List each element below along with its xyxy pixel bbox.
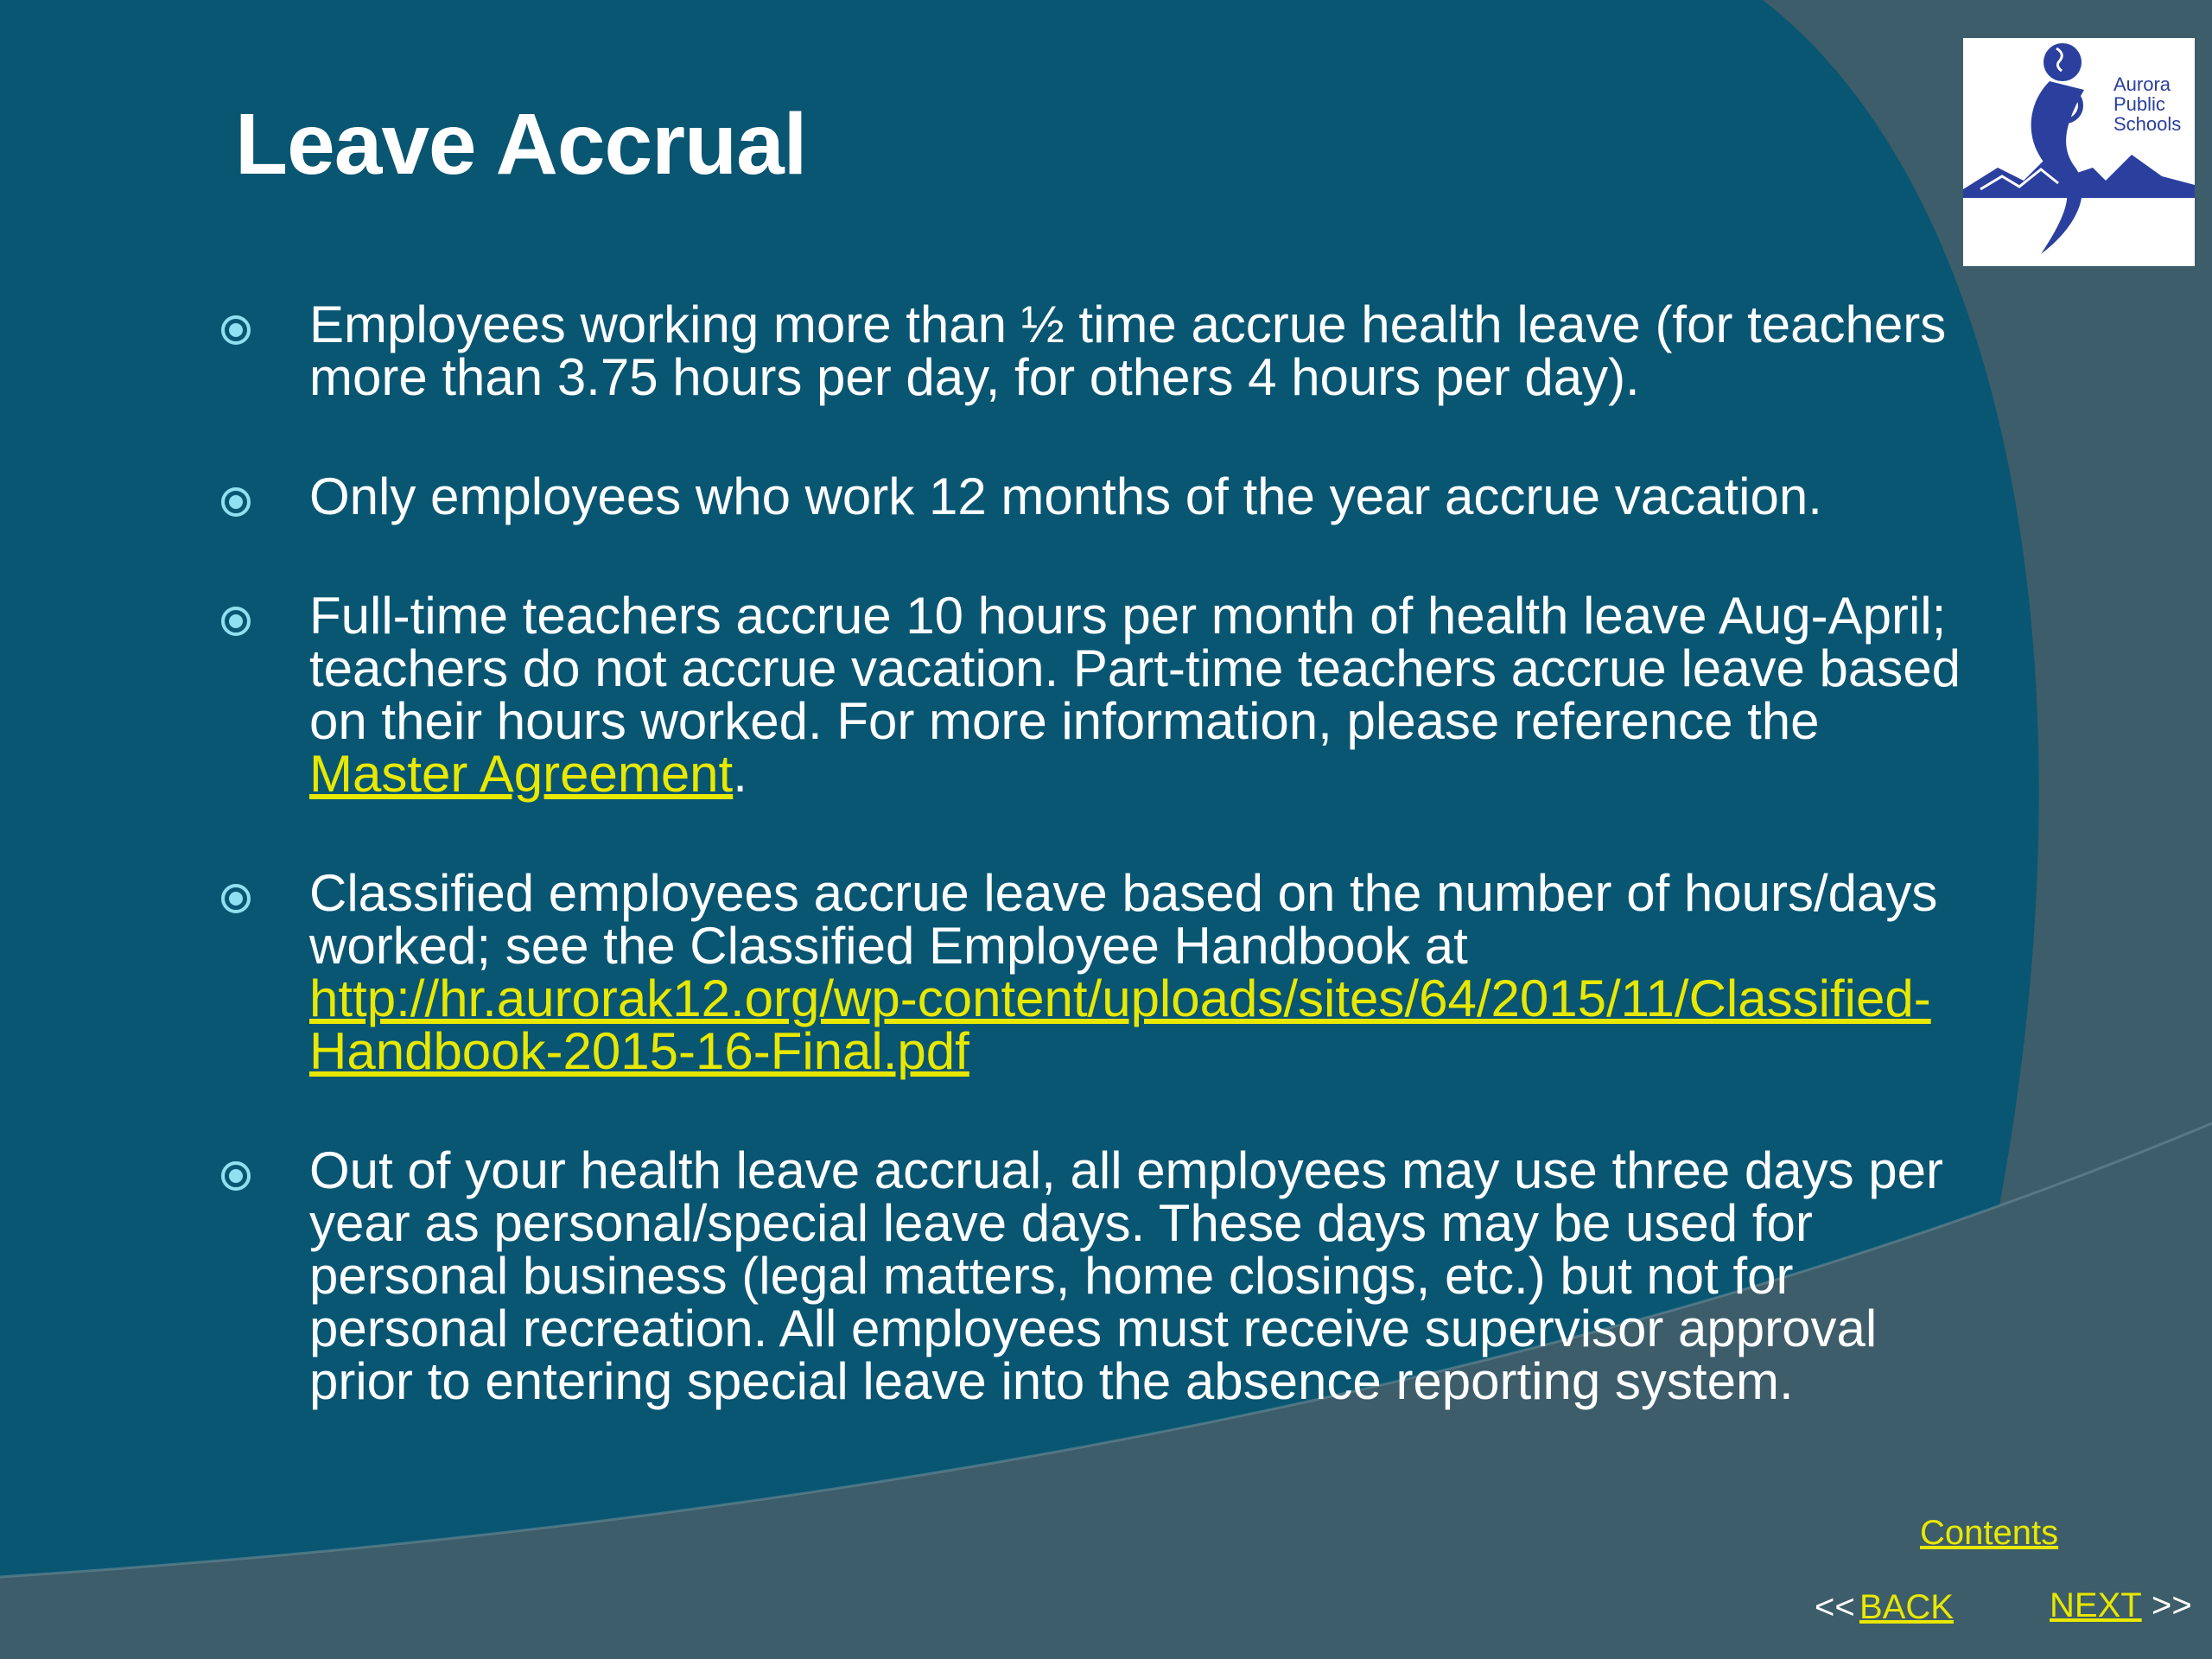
logo-line-1: Aurora [2113,73,2171,95]
bullet-text: Only employees who work 12 months of the year accrue vacation. [309,467,1822,525]
next-link[interactable]: NEXT [2050,1586,2142,1624]
bullet-item [216,1141,1987,1410]
slide-title: Leave Accrual [235,96,807,193]
logo-line-3: Schools [2113,113,2182,135]
circle-dot-icon [219,486,252,518]
aurora-schools-logo-icon [1963,38,2195,266]
master-agreement-link[interactable]: Master Agreement [309,745,734,803]
logo-wordmark [2113,74,2181,134]
aurora-schools-logo [1963,38,2195,266]
circle-dot-icon [219,1160,252,1192]
next-suffix: >> [2152,1586,2192,1624]
circle-dot-icon [219,314,252,346]
logo-line-2: Public [2113,93,2165,115]
bullet-text: Out of your health leave accrual, all employees may use three days per year as personal/special leave days. These days may be used for personal business (legal matters, home closings, etc.) but not for personal recreation. All employees must receive supervisor approval prior to entering special leave into the absence reporting system. [309,1141,1943,1410]
circle-dot-icon [219,882,252,915]
back-prefix: << [1815,1588,1855,1626]
circle-dot-icon [219,605,252,638]
bullet-item [216,587,1987,803]
bullet-item [216,298,1987,404]
bullet-list [216,298,1987,1474]
bullet-text-end: . [733,745,747,803]
bullet-text: Full-time teachers accrue 10 hours per month of health leave Aug-April; teachers do not accrue vacation. Part-time teachers accrue leave based on their hours worked. For more information, please reference the [309,587,1961,750]
bullet-text: Employees working more than ½ time accrue health leave (for teachers more than 3.75 hours per day, for others 4 hours per day). [309,296,1947,406]
bullet-item [216,864,1987,1080]
bullet-item [216,467,1987,525]
classified-handbook-link[interactable]: http://hr.aurorak12.org/wp-content/uploads/sites/64/2015/11/Classified-Handbook-2015-16-Final.pdf [309,969,1931,1080]
contents-link[interactable]: Contents [1920,1514,2059,1552]
back-link[interactable]: BACK [1859,1588,1954,1626]
bullet-text: Classified employees accrue leave based on the number of hours/days worked; see the Classified Employee Handbook at [309,864,1938,975]
